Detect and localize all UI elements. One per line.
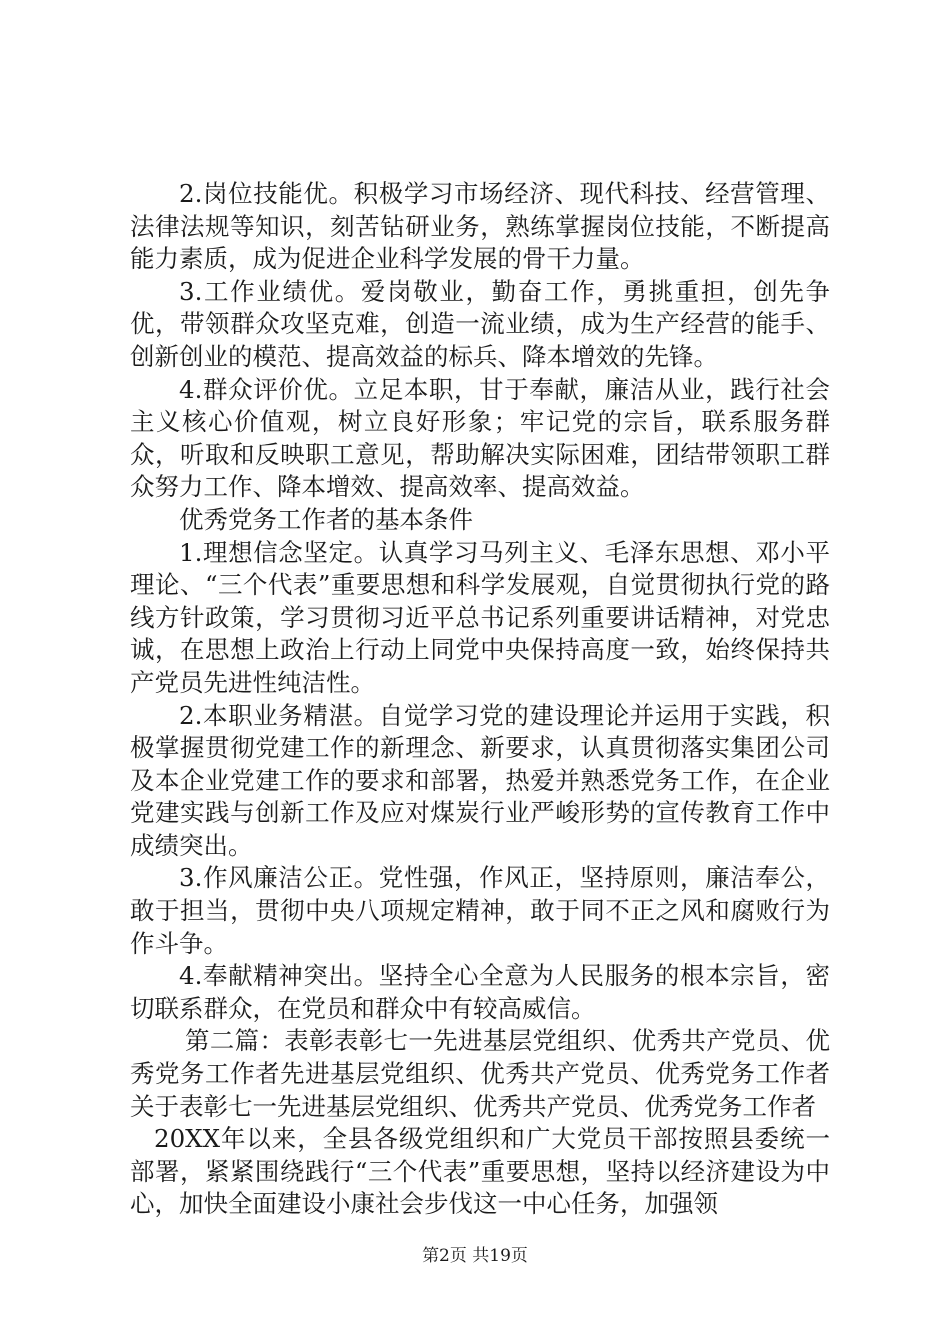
section-heading: 优秀党务工作者的基本条件: [179, 504, 473, 534]
paragraph-performance: 3.工作业绩优。爱岗敬业，勤奋工作，勇挑重担，创先争优，带领群众攻坚克难，创造一流业绩，成为生产经营的能手、创新创业的模范、提高效益的标兵、降本增效的先锋。: [130, 276, 830, 371]
document-body: [130, 178, 830, 1221]
paragraph-expertise: 2.本职业务精湛。自觉学习党的建设理论并运用于实践，积极掌握贯彻党建工作的新理念、新要求，认真贯彻落实集团公司及本企业党建工作的要求和部署，热爱并熟悉党务工作，在企业党建实践与创新工作及应对煤炭行业严峻形势的宣传教育工作中成绩突出。: [130, 700, 830, 860]
page-number-footer: 第2页 共19页: [422, 1246, 528, 1266]
paragraph-evaluation: 4.群众评价优。立足本职，甘于奉献，廉洁从业，践行社会主义核心价值观，树立良好形象；牢记党的宗旨，联系服务群众，听取和反映职工意见，帮助解决实际困难，团结带领职工群众努力工作、降本增效、提高效率、提高效益。: [130, 374, 830, 502]
paragraph-skill: 2.岗位技能优。积极学习市场经济、现代科技、经营管理、法律法规等知识，刻苦钻研业务，熟练掌握岗位技能，不断提高能力素质，成为促进企业科学发展的骨干力量。: [130, 179, 830, 274]
paragraph-belief: 1.理想信念坚定。认真学习马列主义、毛泽东思想、邓小平理论、“三个代表”重要思想和科学发展观，自觉贯彻执行党的路线方针政策，学习贯彻习近平总书记系列重要讲话精神，对党忠诚，在思想上政治上行动上同党中央保持高度一致，始终保持共产党员先进性纯洁性。: [130, 537, 830, 697]
paragraph-dedication: 4.奉献精神突出。坚持全心全意为人民服务的根本宗旨，密切联系群众，在党员和群众中有较高威信。: [130, 961, 830, 1023]
chapter-title: 第二篇：表彰表彰七一先进基层党组织、优秀共产党员、优秀党务工作者先进基层党组织、优秀共产党员、优秀党务工作者关于表彰七一先进基层党组织、优秀共产党员、优秀党务工作者: [130, 1026, 830, 1121]
paragraph-intro: 20XX年以来，全县各级党组织和广大党员干部按照县委统一部署，紧紧围绕践行“三个代表”重要思想，坚持以经济建设为中心，加快全面建设小康社会步伐这一中心任务，加强领: [130, 1124, 830, 1219]
paragraph-integrity: 3.作风廉洁公正。党性强，作风正，坚持原则，廉洁奉公，敢于担当，贯彻中央八项规定精神，敢于同不正之风和腐败行为作斗争。: [130, 863, 830, 958]
